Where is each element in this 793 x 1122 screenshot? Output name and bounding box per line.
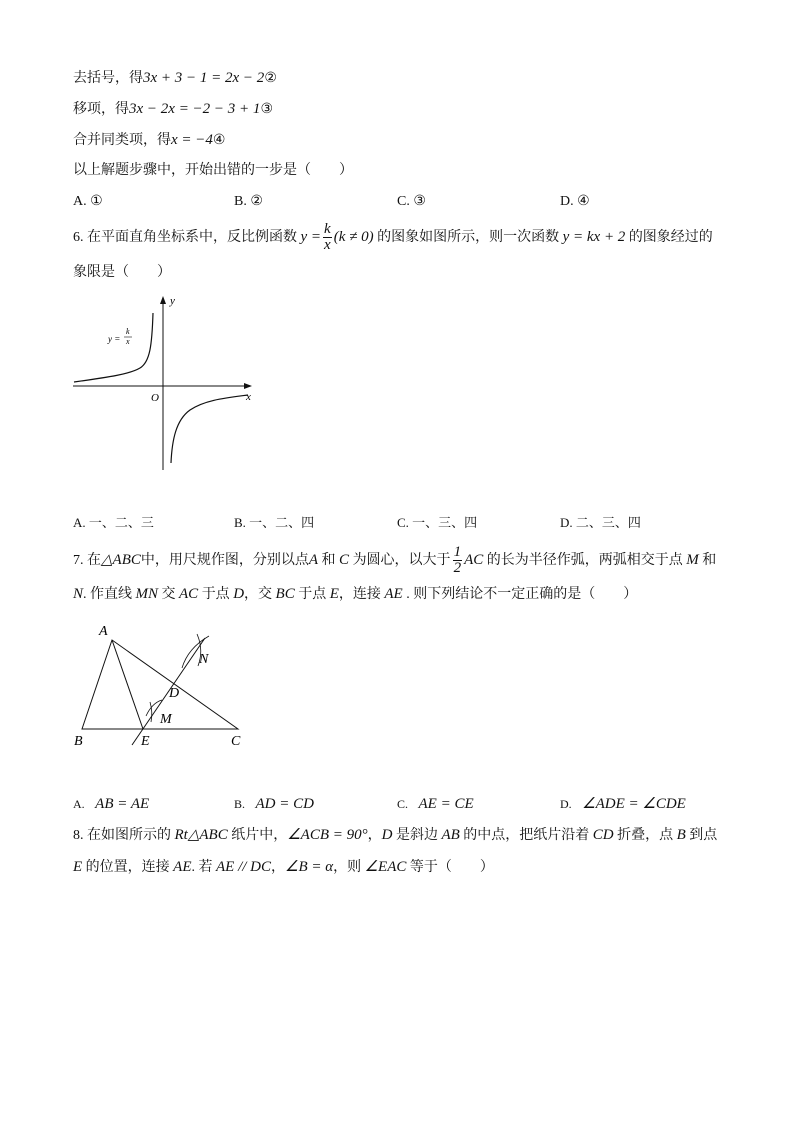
text-segment: 折叠，点 xyxy=(613,828,677,843)
option-expr: AD = CD xyxy=(255,796,314,812)
fraction-denominator: x xyxy=(324,237,331,254)
math-segment: AE xyxy=(173,859,192,875)
q6-option-a[interactable]: A. 一、二、三 xyxy=(73,515,154,530)
math-segment: E xyxy=(329,586,339,602)
q6-condition: (k ≠ 0) xyxy=(333,229,374,245)
q7-option-d[interactable] xyxy=(560,795,686,814)
point-b-label: B xyxy=(74,734,83,749)
text-segment: . 作直线 xyxy=(83,587,136,602)
option-expr: AB = AE xyxy=(95,796,150,812)
point-a-label: A xyxy=(99,624,108,639)
curve-label: y = xyxy=(108,334,121,344)
step-mark: ② xyxy=(264,71,277,86)
text-segment: 8. 在如图所示的 xyxy=(73,828,175,843)
math-segment: AB xyxy=(441,827,460,843)
option-letter: C. xyxy=(397,797,409,811)
q7-text: 和 xyxy=(702,553,717,568)
q6-func-lhs: y = xyxy=(300,229,322,245)
option-letter: B. xyxy=(234,797,246,811)
y-axis-label: y xyxy=(170,295,175,307)
math-segment: CD xyxy=(592,827,614,843)
math-segment: Rt△ABC xyxy=(174,827,228,843)
option-letter: A. xyxy=(73,797,85,811)
text-segment: ， xyxy=(271,860,285,875)
text-segment: 于点 xyxy=(294,587,330,602)
point-c-label: C xyxy=(231,734,241,749)
fraction-numerator: 1 xyxy=(453,544,462,561)
text-segment: ，连接 xyxy=(338,587,385,602)
origin-label: O xyxy=(151,392,159,404)
text-segment: ，交 xyxy=(244,587,276,602)
q7-option-a[interactable] xyxy=(73,795,149,814)
math-segment: AC xyxy=(179,586,199,602)
q6-linear-func: y = kx + 2 xyxy=(562,229,626,245)
q5-option-d[interactable]: D. ④ xyxy=(560,194,590,209)
point-d-label: D xyxy=(169,686,180,701)
q7-option-b[interactable] xyxy=(234,795,314,814)
point-e-label: E xyxy=(141,734,150,749)
q6-option-b[interactable]: B. 一、二、四 xyxy=(234,515,315,530)
math-segment: D xyxy=(381,827,393,843)
q7-text: 和 xyxy=(321,553,336,568)
option-expr: AE = CE xyxy=(418,796,474,812)
math-segment: BC xyxy=(275,586,295,602)
text-segment: . 若 xyxy=(191,860,216,875)
math-segment: D xyxy=(233,586,245,602)
text-segment: 的位置，连接 xyxy=(82,860,174,875)
q6-stem-line2: 象限是（ ） xyxy=(73,265,171,280)
q6-option-c[interactable]: C. 一、三、四 xyxy=(397,515,478,530)
q8-stem-line2 xyxy=(73,858,494,877)
math-segment: B xyxy=(676,827,686,843)
fraction-denominator: 2 xyxy=(453,560,462,577)
point-n-label: N xyxy=(199,652,209,667)
math-segment: E xyxy=(73,859,83,875)
text-segment: 是斜边 xyxy=(392,828,442,843)
text-segment: 于点 xyxy=(198,587,234,602)
math-segment: AE xyxy=(384,586,403,602)
option-expr: ∠ADE = ∠CDE xyxy=(582,796,686,812)
text-segment: 交 xyxy=(158,587,180,602)
q7-math: M xyxy=(686,552,699,568)
math-segment: ∠ACB = 90° xyxy=(287,827,368,843)
fraction-numerator: k xyxy=(324,221,331,238)
q7-option-c[interactable] xyxy=(397,795,474,814)
step-equation: x = −4 xyxy=(171,132,213,148)
step-text: 合并同类项，得 xyxy=(73,133,171,148)
step-equation: 3x + 3 − 1 = 2x − 2 xyxy=(143,70,265,86)
text-segment: 等于（ ） xyxy=(406,860,494,875)
curve-label-num: k xyxy=(126,327,130,336)
math-segment: MN xyxy=(135,586,159,602)
text-segment: . 则下列结论不一定正确的是（ ） xyxy=(402,587,638,602)
q8-stem xyxy=(73,826,717,845)
step-equation: 3x − 2x = −2 − 3 + 1 xyxy=(129,101,261,117)
step-text: 移项，得 xyxy=(73,102,129,117)
q5-option-c[interactable]: C. ③ xyxy=(397,194,426,209)
text-segment: 的中点，把纸片沿着 xyxy=(459,828,593,843)
option-letter: D. xyxy=(560,797,572,811)
step-mark: ④ xyxy=(212,133,226,148)
math-segment: AE // DC xyxy=(216,859,271,875)
math-segment: ∠B = α xyxy=(285,859,334,875)
q7-math: AC xyxy=(464,552,484,568)
segment-ae xyxy=(112,640,143,729)
q5-option-b[interactable]: B. ② xyxy=(234,194,263,209)
q7-text: 中，用尺规作图，分别以点 xyxy=(140,553,309,568)
point-m-label: M xyxy=(160,712,172,727)
q7-math: A xyxy=(308,552,319,568)
math-segment: N xyxy=(73,586,84,602)
q5-option-a[interactable]: A. ① xyxy=(73,194,103,209)
math-segment: ∠EAC xyxy=(364,859,407,875)
text-segment: 到点 xyxy=(685,828,718,843)
q6-text: 6. 在平面直角坐标系中，反比例函数 xyxy=(73,230,297,245)
step-mark: ③ xyxy=(260,102,273,117)
q7-text: 为圆心，以大于 xyxy=(352,553,451,568)
curve-label-den: x xyxy=(126,337,130,346)
q7-math: △ABC xyxy=(101,552,141,568)
step-text: 去括号，得 xyxy=(73,71,143,86)
q6-option-d[interactable]: D. 二、三、四 xyxy=(560,515,641,530)
x-axis-label: x xyxy=(246,391,251,403)
q6-text: 的图象如图所示，则一次函数 xyxy=(377,230,560,245)
q5-question: 以上解题步骤中，开始出错的一步是（ ） xyxy=(73,163,353,178)
q7-math: C xyxy=(339,552,350,568)
q6-text: 的图象经过的 xyxy=(628,230,713,245)
q7-text: 的长为半径作弧，两弧相交于点 xyxy=(486,553,683,568)
text-segment: 纸片中， xyxy=(227,828,288,843)
text-segment: ，则 xyxy=(333,860,365,875)
text-segment: ， xyxy=(367,828,382,843)
q7-text: 7. 在 xyxy=(73,553,101,568)
